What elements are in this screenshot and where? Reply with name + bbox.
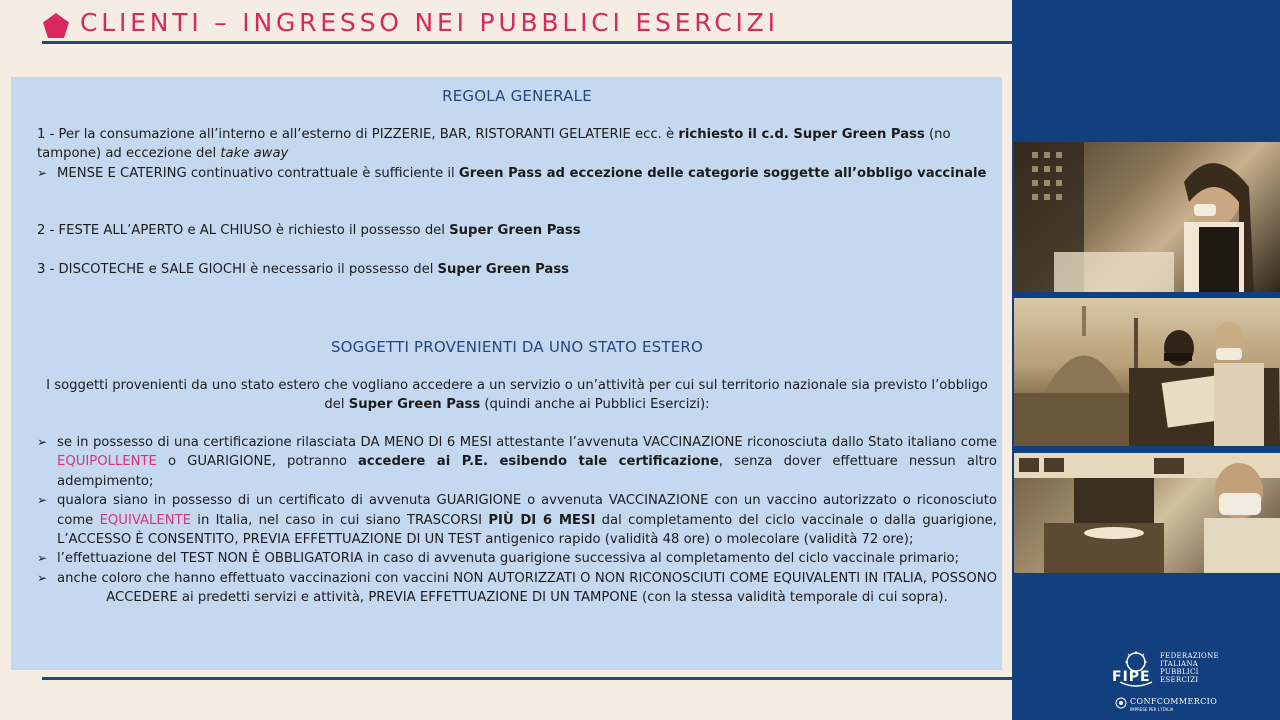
fipe-acronym: FIPE (1112, 669, 1151, 685)
pentagon-icon (42, 12, 70, 40)
list-item: ➢ qualora siano in possesso di un certificato di avvenuta GUARIGIONE o avvenuta VACCINAZIONE con un vaccino autorizzato o riconosciuto come EQUIVALENTE in Italia, nel caso in cui siano TRASCORSI PIÙ DI 6 MESI dal completamento del ciclo vaccinale o dalla guarigione, L’ACCESSO È CONSENTITO, PREVIA EFFETTUAZIONE DI UN TEST antigenico rapido (validità 48 ore) o molecolare (validità 72 ore); (37, 493, 997, 548)
rule-2: 2 - FESTE ALL’APERTO e AL CHIUSO è richiesto il possesso del Super Green Pass (37, 223, 581, 238)
confcommercio-tagline: IMPRESE PER L’ITALIA (1130, 707, 1174, 712)
arrow-bullet-icon: ➢ (37, 551, 48, 566)
list-item: ➢ anche coloro che hanno effettuato vaccinazioni con vaccini NON AUTORIZZATI O NON RICONOSCIUTI COME EQUIVALENTI IN ITALIA, POSSONO ACCEDERE ai predetti servizi e attività, PREVIA EFFETTUAZIONE DI UN TAMPONE (con la stessa validità temporale di cui sopra). (37, 570, 997, 606)
top-divider (42, 41, 1012, 44)
photo-cafe-terrace (1014, 453, 1280, 573)
confcommercio-seal-icon (1115, 697, 1127, 709)
rule-3: 3 - DISCOTECHE e SALE GIOCHI è necessario il possesso del Super Green Pass (37, 262, 570, 277)
arrow-bullet-icon: ➢ (37, 493, 48, 508)
photo-waitress (1014, 142, 1280, 292)
rule-1-text: 1 - Per la consumazione all’interno e all’esterno di PIZZERIE, BAR, RISTORANTI GELATERIE ecc. è richiesto il c.d. Super Green Pass (no tampone) ad eccezione del take away (37, 127, 951, 162)
list-item: ➢ l’effettuazione del TEST NON È OBBLIGATORIA in caso di avvenuta guarigione successiva al completamento del ciclo vaccinale primario; (37, 549, 997, 568)
section-heading-regola-generale: REGOLA GENERALE (442, 87, 592, 105)
content-panel (11, 77, 1002, 670)
rule-1-bullet: ➢ MENSE E CATERING continuativo contrattuale è sufficiente il Green Pass ad eccezione delle categorie soggette all’obbligo vaccinale (37, 164, 997, 183)
list-item: ➢ se in possesso di una certificazione rilasciata DA MENO DI 6 MESI attestante l’avvenuta VACCINAZIONE riconosciuta dallo Stato italiano come EQUIPOLLENTE o GUARIGIONE, potranno accedere ai P.E. esibendo tale certificazione, senza dover effettuare nessun altro adempimento; (37, 435, 997, 489)
fipe-name: FEDERAZIONE ITALIANA PUBBLICI ESERCIZI (1160, 652, 1219, 684)
arrow-bullet-icon: ➢ (37, 165, 48, 180)
photo-tourists-rome (1014, 298, 1280, 446)
rule-1 (37, 125, 997, 183)
slide-header (0, 0, 1012, 46)
section-heading-soggetti-esteri: SOGGETTI PROVENIENTI DA UNO STATO ESTERO (330, 338, 704, 356)
foreign-bullets (37, 433, 997, 608)
slide-title: CLIENTI – INGRESSO NEI PUBBLICI ESERCIZI (80, 8, 779, 37)
confcommercio-name: CONFCOMMERCIO (1130, 697, 1218, 706)
arrow-bullet-icon: ➢ (37, 570, 48, 585)
bottom-divider (42, 677, 1012, 680)
arrow-bullet-icon: ➢ (37, 435, 48, 449)
foreign-intro: I soggetti provenienti da uno stato estero che vogliano accedere a un servizio o un’attività per cui sul territorio nazionale sia previsto l’obbligo del Super Green Pass (quindi anche ai Pubblici Esercizi): (46, 378, 988, 413)
